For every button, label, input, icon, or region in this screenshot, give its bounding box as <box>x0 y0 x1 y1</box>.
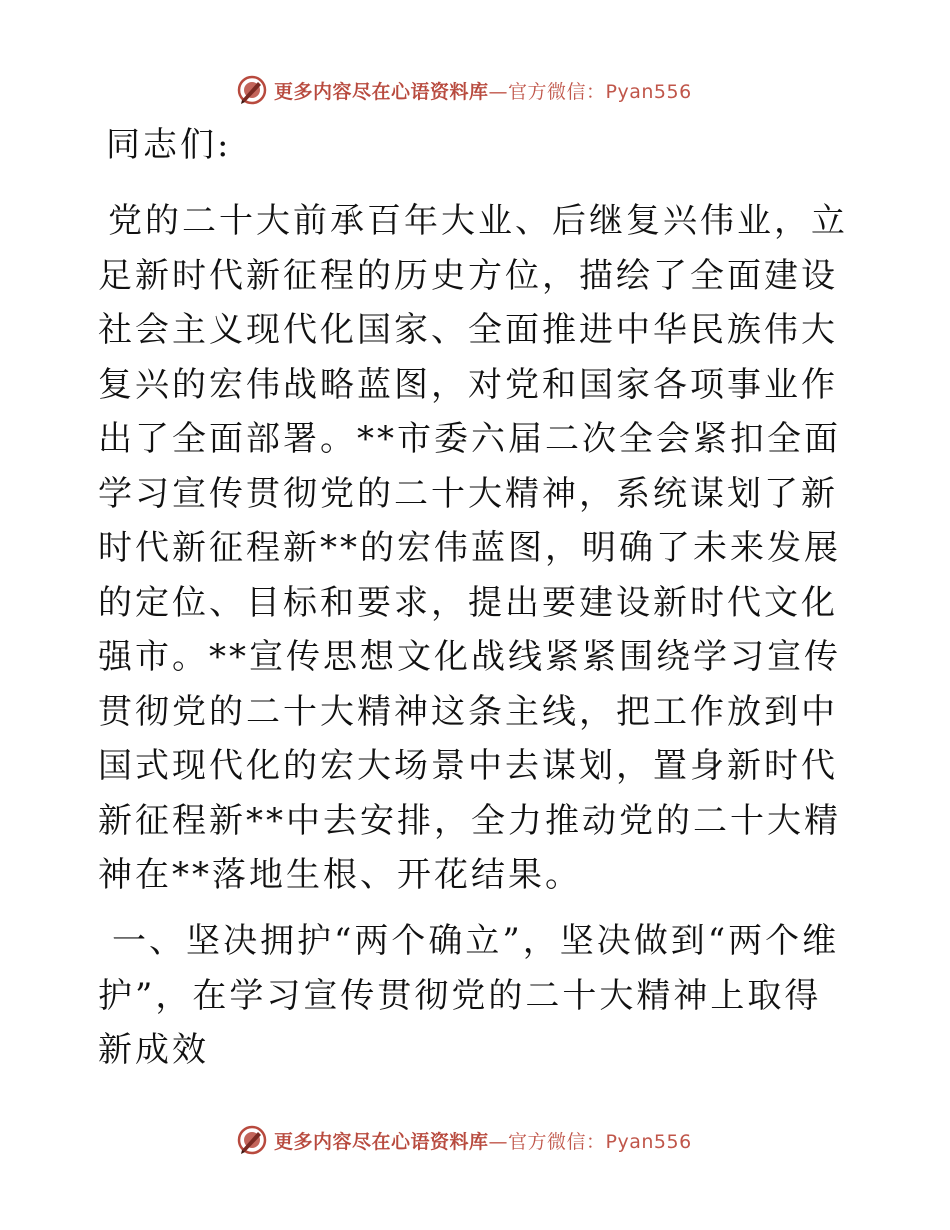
header-watermark <box>236 72 716 108</box>
watermark-contact-text: —官方微信：Pyan556 <box>488 80 692 103</box>
watermark-brand-text: 更多内容尽在心语资料库 <box>274 80 489 103</box>
watermark-brand-text: 更多内容尽在心语资料库 <box>274 1130 489 1153</box>
footer-watermark <box>236 1122 716 1158</box>
watermark-contact-text: —官方微信：Pyan556 <box>488 1130 692 1153</box>
body-paragraph: 党的二十大前承百年大业、后继复兴伟业，立足新时代新征程的历史方位，描绘了全面建设社会主义现代化国家、全面推进中华民族伟大复兴的宏伟战略蓝图，对党和国家各项事业作出了全面部署。**市委六届二次全会紧扣全面学习宣传贯彻党的二十大精神，系统谋划了新时代新征程新**的宏伟蓝图，明确了未来发展的定位、目标和要求，提出要建设新时代文化强市。**宣传思想文化战线紧紧围绕学习宣传贯彻党的二十大精神这条主线，把工作放到中国式现代化的宏大场景中去谋划，置身新时代新征程新**中去安排，全力推动党的二十大精神在**落地生根、开花结果。 <box>98 201 848 895</box>
section-heading: 一、坚决拥护“两个确立”，坚决做到“两个维护”，在学习宣传贯彻党的二十大精神上取得新成效 <box>98 921 840 1070</box>
greeting: 同志们: <box>106 125 232 165</box>
pen-logo-icon <box>236 1124 268 1156</box>
pen-logo-icon <box>236 74 268 106</box>
